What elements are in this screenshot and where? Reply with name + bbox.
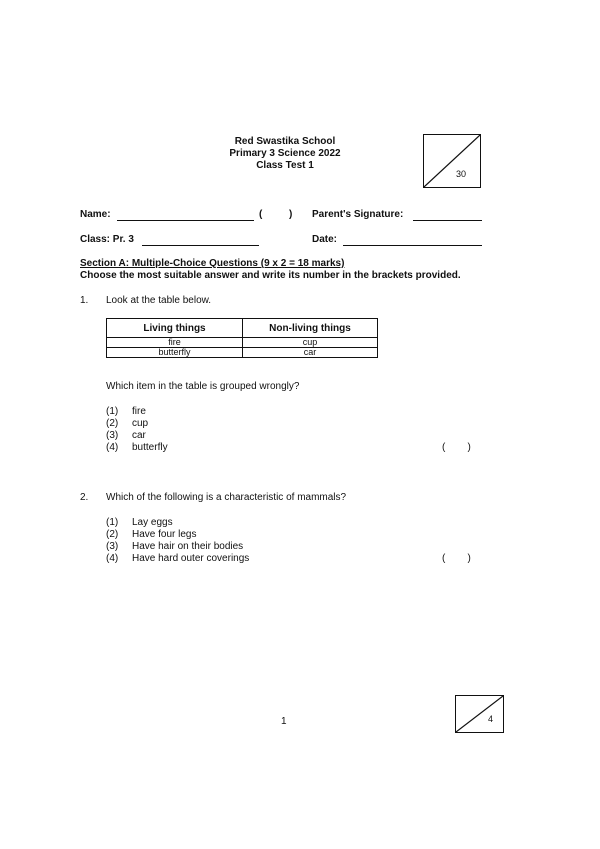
score-box-diagonal — [424, 135, 480, 187]
parent-signature-field[interactable] — [413, 209, 482, 221]
section-a — [80, 258, 461, 282]
parent-signature-label: Parent's Signature: — [312, 209, 404, 220]
section-title: Section A: Multiple-Choice Questions (9 x 2 = 18 marks) — [80, 258, 345, 269]
index-close-bracket: ) — [289, 209, 293, 220]
question-1-answer-bracket[interactable]: ( ) — [442, 442, 471, 453]
class-field[interactable] — [142, 234, 259, 246]
table-header-non-living: Non-living things — [243, 319, 378, 338]
page-score-value: 4 — [488, 714, 494, 724]
total-score-value: 30 — [456, 169, 467, 179]
living-things-table — [106, 318, 378, 358]
date-field[interactable] — [343, 234, 482, 246]
class-label: Class: Pr. 3 — [80, 234, 134, 245]
school-name: Red Swastika School — [234, 136, 336, 147]
page-score-box — [455, 695, 504, 733]
test-title: Class Test 1 — [256, 160, 314, 171]
name-label: Name: — [80, 209, 111, 220]
option-item[interactable]: (4) butterfly — [106, 442, 168, 453]
index-number-field[interactable] — [266, 209, 286, 220]
index-open-bracket: ( — [259, 209, 263, 220]
option-item[interactable]: (1) Lay eggs — [106, 517, 173, 528]
class-row — [80, 234, 482, 248]
question-1-options — [106, 406, 168, 454]
exam-header — [150, 136, 420, 172]
option-item[interactable]: (1) fire — [106, 406, 146, 417]
question-2-stem: Which of the following is a characteristic of mammals? — [106, 492, 347, 503]
table-cell: car — [243, 348, 378, 358]
option-item[interactable]: (3) Have hair on their bodies — [106, 541, 244, 552]
table-row — [107, 338, 378, 348]
total-score-box — [423, 134, 481, 188]
question-2-answer-bracket[interactable]: ( ) — [442, 553, 471, 564]
question-1-number: 1. — [80, 295, 89, 306]
page-number: 1 — [281, 716, 287, 727]
option-item[interactable]: (2) cup — [106, 418, 149, 429]
table-header-row — [107, 319, 378, 338]
option-item[interactable]: (3) car — [106, 430, 146, 441]
table-cell: cup — [243, 338, 378, 348]
table-header-living: Living things — [107, 319, 243, 338]
option-item[interactable]: (4) Have hard outer coverings — [106, 553, 250, 564]
section-instruction: Choose the most suitable answer and write its number in the brackets provided. — [80, 270, 461, 281]
date-label: Date: — [312, 234, 338, 245]
name-row — [80, 209, 482, 223]
question-1-intro: Look at the table below. — [106, 295, 212, 306]
question-2-options — [106, 517, 249, 565]
page-score-diagonal — [456, 696, 503, 732]
table-cell: fire — [107, 338, 243, 348]
question-2-number: 2. — [80, 492, 89, 503]
question-1-stem: Which item in the table is grouped wrongly? — [106, 381, 300, 392]
name-field[interactable] — [117, 209, 254, 221]
option-item[interactable]: (2) Have four legs — [106, 529, 197, 540]
table-cell: butterfly — [107, 348, 243, 358]
table-row — [107, 348, 378, 358]
subject-title: Primary 3 Science 2022 — [229, 148, 341, 159]
